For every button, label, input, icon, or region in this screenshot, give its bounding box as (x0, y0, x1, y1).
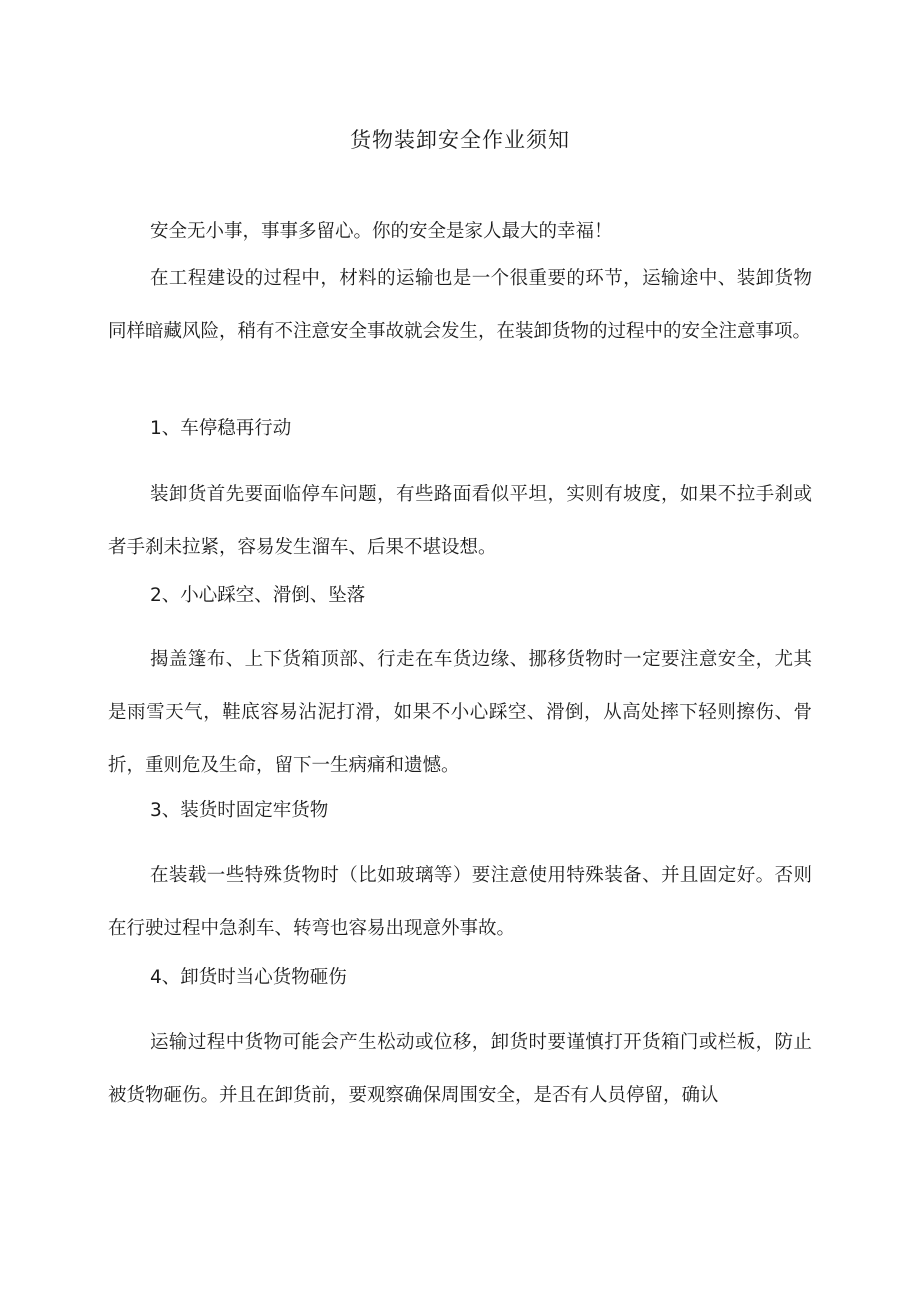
section-body-3: 在装载一些特殊货物时（比如玻璃等）要注意使用特殊装备、并且固定好。否则在行驶过程中急刹车、转弯也容易出现意外事故。 (108, 865, 812, 939)
section-heading-2: 2、小心踩空、滑倒、坠落 (150, 585, 366, 606)
overview-paragraph: 在工程建设的过程中，材料的运输也是一个很重要的环节，运输途中、装卸货物同样暗藏风险，稍有不注意安全事故就会发生，在装卸货物的过程中的安全注意事项。 (108, 268, 812, 342)
section-body-2: 揭盖篷布、上下货箱顶部、行走在车货边缘、挪移货物时一定要注意安全，尤其是雨雪天气，鞋底容易沾泥打滑，如果不小心踩空、滑倒，从高处摔下轻则擦伤、骨折，重则危及生命，留下一生病痛和遗憾。 (108, 649, 812, 776)
document-title: 货物装卸安全作业须知 (350, 128, 570, 152)
section-heading-4: 4、卸货时当心货物砸伤 (150, 967, 347, 988)
section-heading-3: 3、装货时固定牢货物 (150, 800, 329, 821)
intro-paragraph: 安全无小事，事事多留心。你的安全是家人最大的幸福！ (150, 221, 613, 242)
section-heading-1: 1、车停稳再行动 (150, 418, 292, 439)
section-body-1: 装卸货首先要面临停车问题，有些路面看似平坦，实则有坡度，如果不拉手刹或者手刹未拉紧，容易发生溜车、后果不堪设想。 (108, 484, 812, 558)
section-body-4: 运输过程中货物可能会产生松动或位移，卸货时要谨慎打开货箱门或栏板，防止被货物砸伤。并且在卸货前，要观察确保周围安全，是否有人员停留，确认 (108, 1032, 812, 1106)
